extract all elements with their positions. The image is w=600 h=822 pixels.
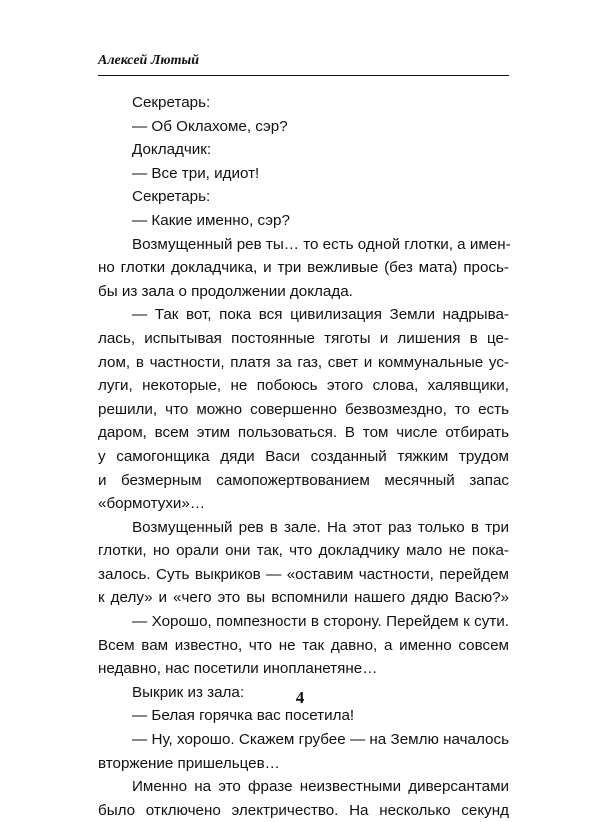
text-line: было отключено электричество. На несколько секунд [98, 801, 509, 819]
text-line: лась, испытывая постоянные тяготы и лишения в це- [98, 329, 509, 347]
text-line: и безмерным самопожертвованием месячный запас [98, 471, 509, 489]
page-number: 4 [295, 688, 305, 707]
text-line: — Ну, хорошо. Скажем грубее — на Землю началось [132, 731, 509, 749]
text-line: решили, что можно совершенно безвозмездно, то есть [98, 400, 509, 418]
text-line: Возмущенный рев в зале. На этот раз только в три [132, 518, 509, 536]
text-line: Докладчик: [132, 141, 212, 159]
page-body-text [98, 91, 509, 822]
running-head-author: Алексей Лютый [98, 53, 200, 68]
text-line: недавно, нас посетили инопланетяне… [98, 660, 378, 678]
text-line: к делу» и «чего это вы вспомнили нашего дядю Васю?» [98, 589, 509, 607]
text-line: лом, в частности, платя за газ, свет и коммунальные ус- [98, 353, 509, 371]
text-line: Всем вам известно, что не так давно, а именно совсем [98, 636, 509, 654]
header-rule [98, 75, 509, 76]
text-line: вторжение пришельцев… [98, 754, 280, 772]
text-line: Возмущенный рев ты… то есть одной глотки, а имен- [132, 235, 511, 253]
text-line: глотки, но орали они так, что докладчику мало не пока- [98, 542, 509, 560]
text-line: Секретарь: [132, 94, 211, 111]
text-line: «бормотухи»… [98, 495, 206, 513]
text-line: — Хорошо, помпезности в сторону. Перейдем к сути. [132, 613, 509, 631]
text-line: у самогонщика дяди Васи созданный тяжким трудом [98, 447, 509, 465]
text-line: залось. Суть выкриков — «оставим частности, перейдем [98, 565, 509, 583]
text-line: — Белая горячка вас посетила! [132, 707, 355, 725]
text-line: — Об Оклахоме, сэр? [132, 117, 288, 135]
text-line: — Какие именно, сэр? [132, 211, 290, 229]
text-line: луги, некоторые, не побоюсь этого слова, халявщики, [98, 377, 509, 395]
text-line: Именно на это фразе неизвестными диверсантами [132, 778, 509, 796]
text-line: Секретарь: [132, 188, 211, 206]
text-line: Выкрик из зала: [132, 683, 245, 701]
text-line: бы из зала о продолжении доклада. [98, 282, 353, 300]
text-line: даром, всем этим пользоваться. В том числе отбирать [98, 424, 509, 442]
text-line: — Так вот, пока вся цивилизация Земли надрыва- [132, 306, 509, 324]
text-line: но глотки докладчика, и три вежливые (без мата) прось- [98, 259, 509, 277]
text-line: — Все три, идиот! [132, 164, 260, 182]
